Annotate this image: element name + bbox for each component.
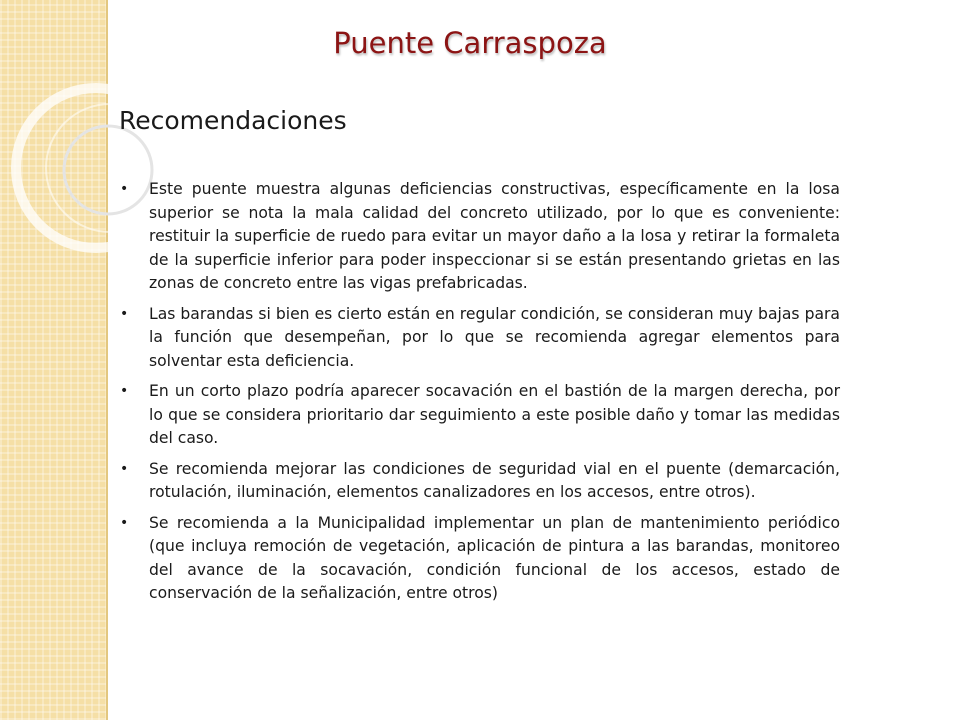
bullet-icon: • bbox=[120, 305, 129, 322]
list-item bbox=[120, 512, 840, 606]
list-item bbox=[120, 458, 840, 505]
list-item bbox=[120, 303, 840, 374]
recommendations-list bbox=[120, 178, 840, 613]
list-item-text: Este puente muestra algunas deficiencias constructivas, específicamente en la losa superior se nota la mala calidad del concreto utilizado, por lo que es conveniente: restituir la superficie de ruedo para evitar un mayor daño a la losa y retirar la formaleta de la superficie inferior para poder inspeccionar si se están presentando grietas en las zonas de concreto entre las vigas prefabricadas. bbox=[149, 180, 840, 292]
list-item bbox=[120, 178, 840, 296]
bullet-icon: • bbox=[120, 383, 129, 399]
list-item-text: En un corto plazo podría aparecer socavación en el bastión de la margen derecha, por lo que se considera prioritario dar seguimiento a este posible daño y tomar las medidas del caso. bbox=[149, 382, 840, 447]
slide-subtitle: Recomendaciones bbox=[119, 106, 347, 135]
bullet-icon: • bbox=[120, 460, 129, 477]
list-item-text: Las barandas si bien es cierto están en regular condición, se consideran muy bajas para la función que desempeñan, por lo que se recomienda agregar elementos para solventar esta deficiencia. bbox=[149, 304, 840, 370]
list-item-text: Se recomienda a la Municipalidad implementar un plan de mantenimiento periódico (que incluya remoción de vegetación, aplicación de pintura a las barandas, monitoreo del avance de la socavación, condición funcional de los accesos, estado de conservación de la señalización, entre otros) bbox=[149, 513, 840, 602]
bullet-icon: • bbox=[120, 514, 129, 531]
list-item-text: Se recomienda mejorar las condiciones de seguridad vial en el puente (demarcación, rotulación, iluminación, elementos canalizadores en los accesos, entre otros). bbox=[149, 459, 840, 501]
list-item bbox=[120, 380, 840, 451]
bullet-icon: • bbox=[120, 181, 129, 197]
slide-title: Puente Carraspoza bbox=[333, 26, 607, 60]
